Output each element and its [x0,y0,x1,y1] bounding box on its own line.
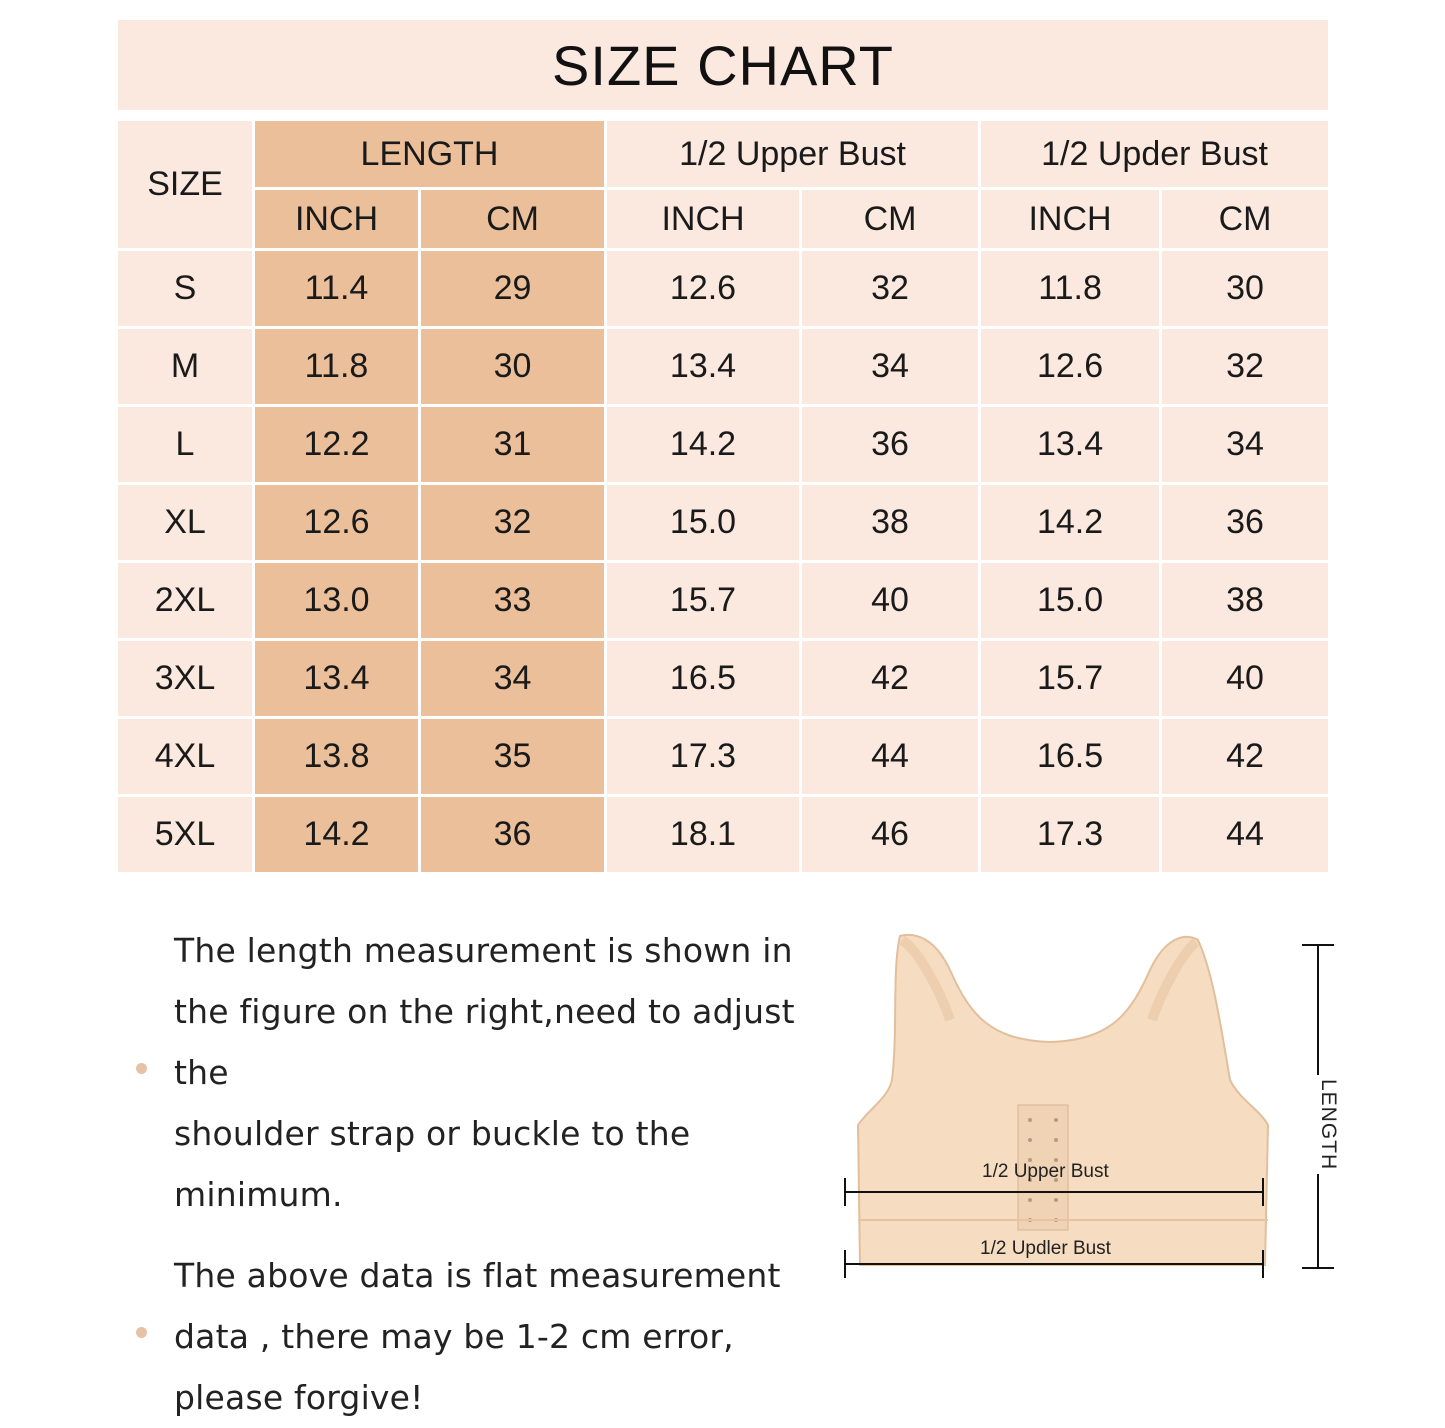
table-cell: 13.0 [255,563,418,638]
table-row [118,563,1328,638]
table-cell: 16.5 [981,719,1159,794]
length-figure-label: LENGTH [1296,1075,1340,1174]
note-length [130,920,850,1225]
table-cell: 29 [421,251,604,326]
table-cell: 17.3 [607,719,799,794]
under-bust-figure-label: 1/2 Updler Bust [980,1238,1111,1259]
size-cell: L [118,407,252,482]
table-cell: 34 [1162,407,1328,482]
unit-header: CM [802,190,978,248]
note-line: The above data is flat measurement [174,1256,781,1295]
size-cell: 2XL [118,563,252,638]
bullet-dot-icon [136,1327,147,1338]
table-cell: 38 [802,485,978,560]
table-cell: 15.0 [607,485,799,560]
table-cell: 31 [421,407,604,482]
table-row [118,407,1328,482]
note-error [130,1245,850,1428]
title-bar [118,20,1328,110]
table-cell: 44 [802,719,978,794]
table-cell: 30 [421,329,604,404]
table-cell: 18.1 [607,797,799,872]
table-cell: 14.2 [255,797,418,872]
table-cell: 32 [421,485,604,560]
table-cell: 42 [1162,719,1328,794]
note-line: the figure on the right,need to adjust the [174,992,795,1092]
size-cell: 5XL [118,797,252,872]
table-cell: 12.6 [981,329,1159,404]
table-cell: 35 [421,719,604,794]
bra-measurement-figure [840,930,1340,1290]
table-cell: 15.0 [981,563,1159,638]
table-cell: 32 [1162,329,1328,404]
table-row [118,719,1328,794]
table-cell: 42 [802,641,978,716]
table-row [118,641,1328,716]
table-cell: 13.4 [255,641,418,716]
unit-header: CM [1162,190,1328,248]
table-cell: 11.8 [981,251,1159,326]
table-cell: 13.4 [981,407,1159,482]
length-group-header: LENGTH [255,121,604,187]
table-cell: 15.7 [607,563,799,638]
table-cell: 15.7 [981,641,1159,716]
unit-header: CM [421,190,604,248]
table-cell: 34 [421,641,604,716]
note-line: data , there may be 1-2 cm error, [174,1317,734,1356]
table-cell: 33 [421,563,604,638]
size-cell: XL [118,485,252,560]
table-row [118,797,1328,872]
table-row [118,251,1328,326]
table-cell: 40 [802,563,978,638]
size-column-header: SIZE [118,121,252,248]
size-chart-table [115,118,1331,875]
table-header-row-units [118,190,1328,248]
table-cell: 36 [802,407,978,482]
table-cell: 44 [1162,797,1328,872]
table-cell: 12.2 [255,407,418,482]
upper-bust-figure-label: 1/2 Upper Bust [982,1161,1109,1182]
page-title: SIZE CHART [552,33,894,97]
table-row [118,485,1328,560]
unit-header: INCH [607,190,799,248]
table-cell: 13.8 [255,719,418,794]
size-cell: M [118,329,252,404]
table-cell: 12.6 [255,485,418,560]
unit-header: INCH [255,190,418,248]
table-cell: 36 [1162,485,1328,560]
table-row [118,329,1328,404]
note-line: The length measurement is shown in [174,931,793,970]
note-line: please forgive! [174,1378,424,1417]
unit-header: INCH [981,190,1159,248]
upper-bust-group-header: 1/2 Upper Bust [607,121,978,187]
table-cell: 14.2 [607,407,799,482]
size-cell: 3XL [118,641,252,716]
table-cell: 16.5 [607,641,799,716]
table-header-row-groups [118,121,1328,187]
bullet-dot-icon [136,1063,147,1074]
table-cell: 38 [1162,563,1328,638]
size-cell: S [118,251,252,326]
table-cell: 40 [1162,641,1328,716]
table-cell: 11.8 [255,329,418,404]
table-cell: 30 [1162,251,1328,326]
table-cell: 34 [802,329,978,404]
table-cell: 12.6 [607,251,799,326]
note-line: shoulder strap or buckle to the minimum. [174,1114,691,1214]
table-cell: 14.2 [981,485,1159,560]
table-cell: 11.4 [255,251,418,326]
table-cell: 32 [802,251,978,326]
size-cell: 4XL [118,719,252,794]
under-bust-group-header: 1/2 Upder Bust [981,121,1328,187]
notes-section [130,920,850,1428]
table-cell: 13.4 [607,329,799,404]
table-cell: 46 [802,797,978,872]
table-cell: 36 [421,797,604,872]
table-cell: 17.3 [981,797,1159,872]
